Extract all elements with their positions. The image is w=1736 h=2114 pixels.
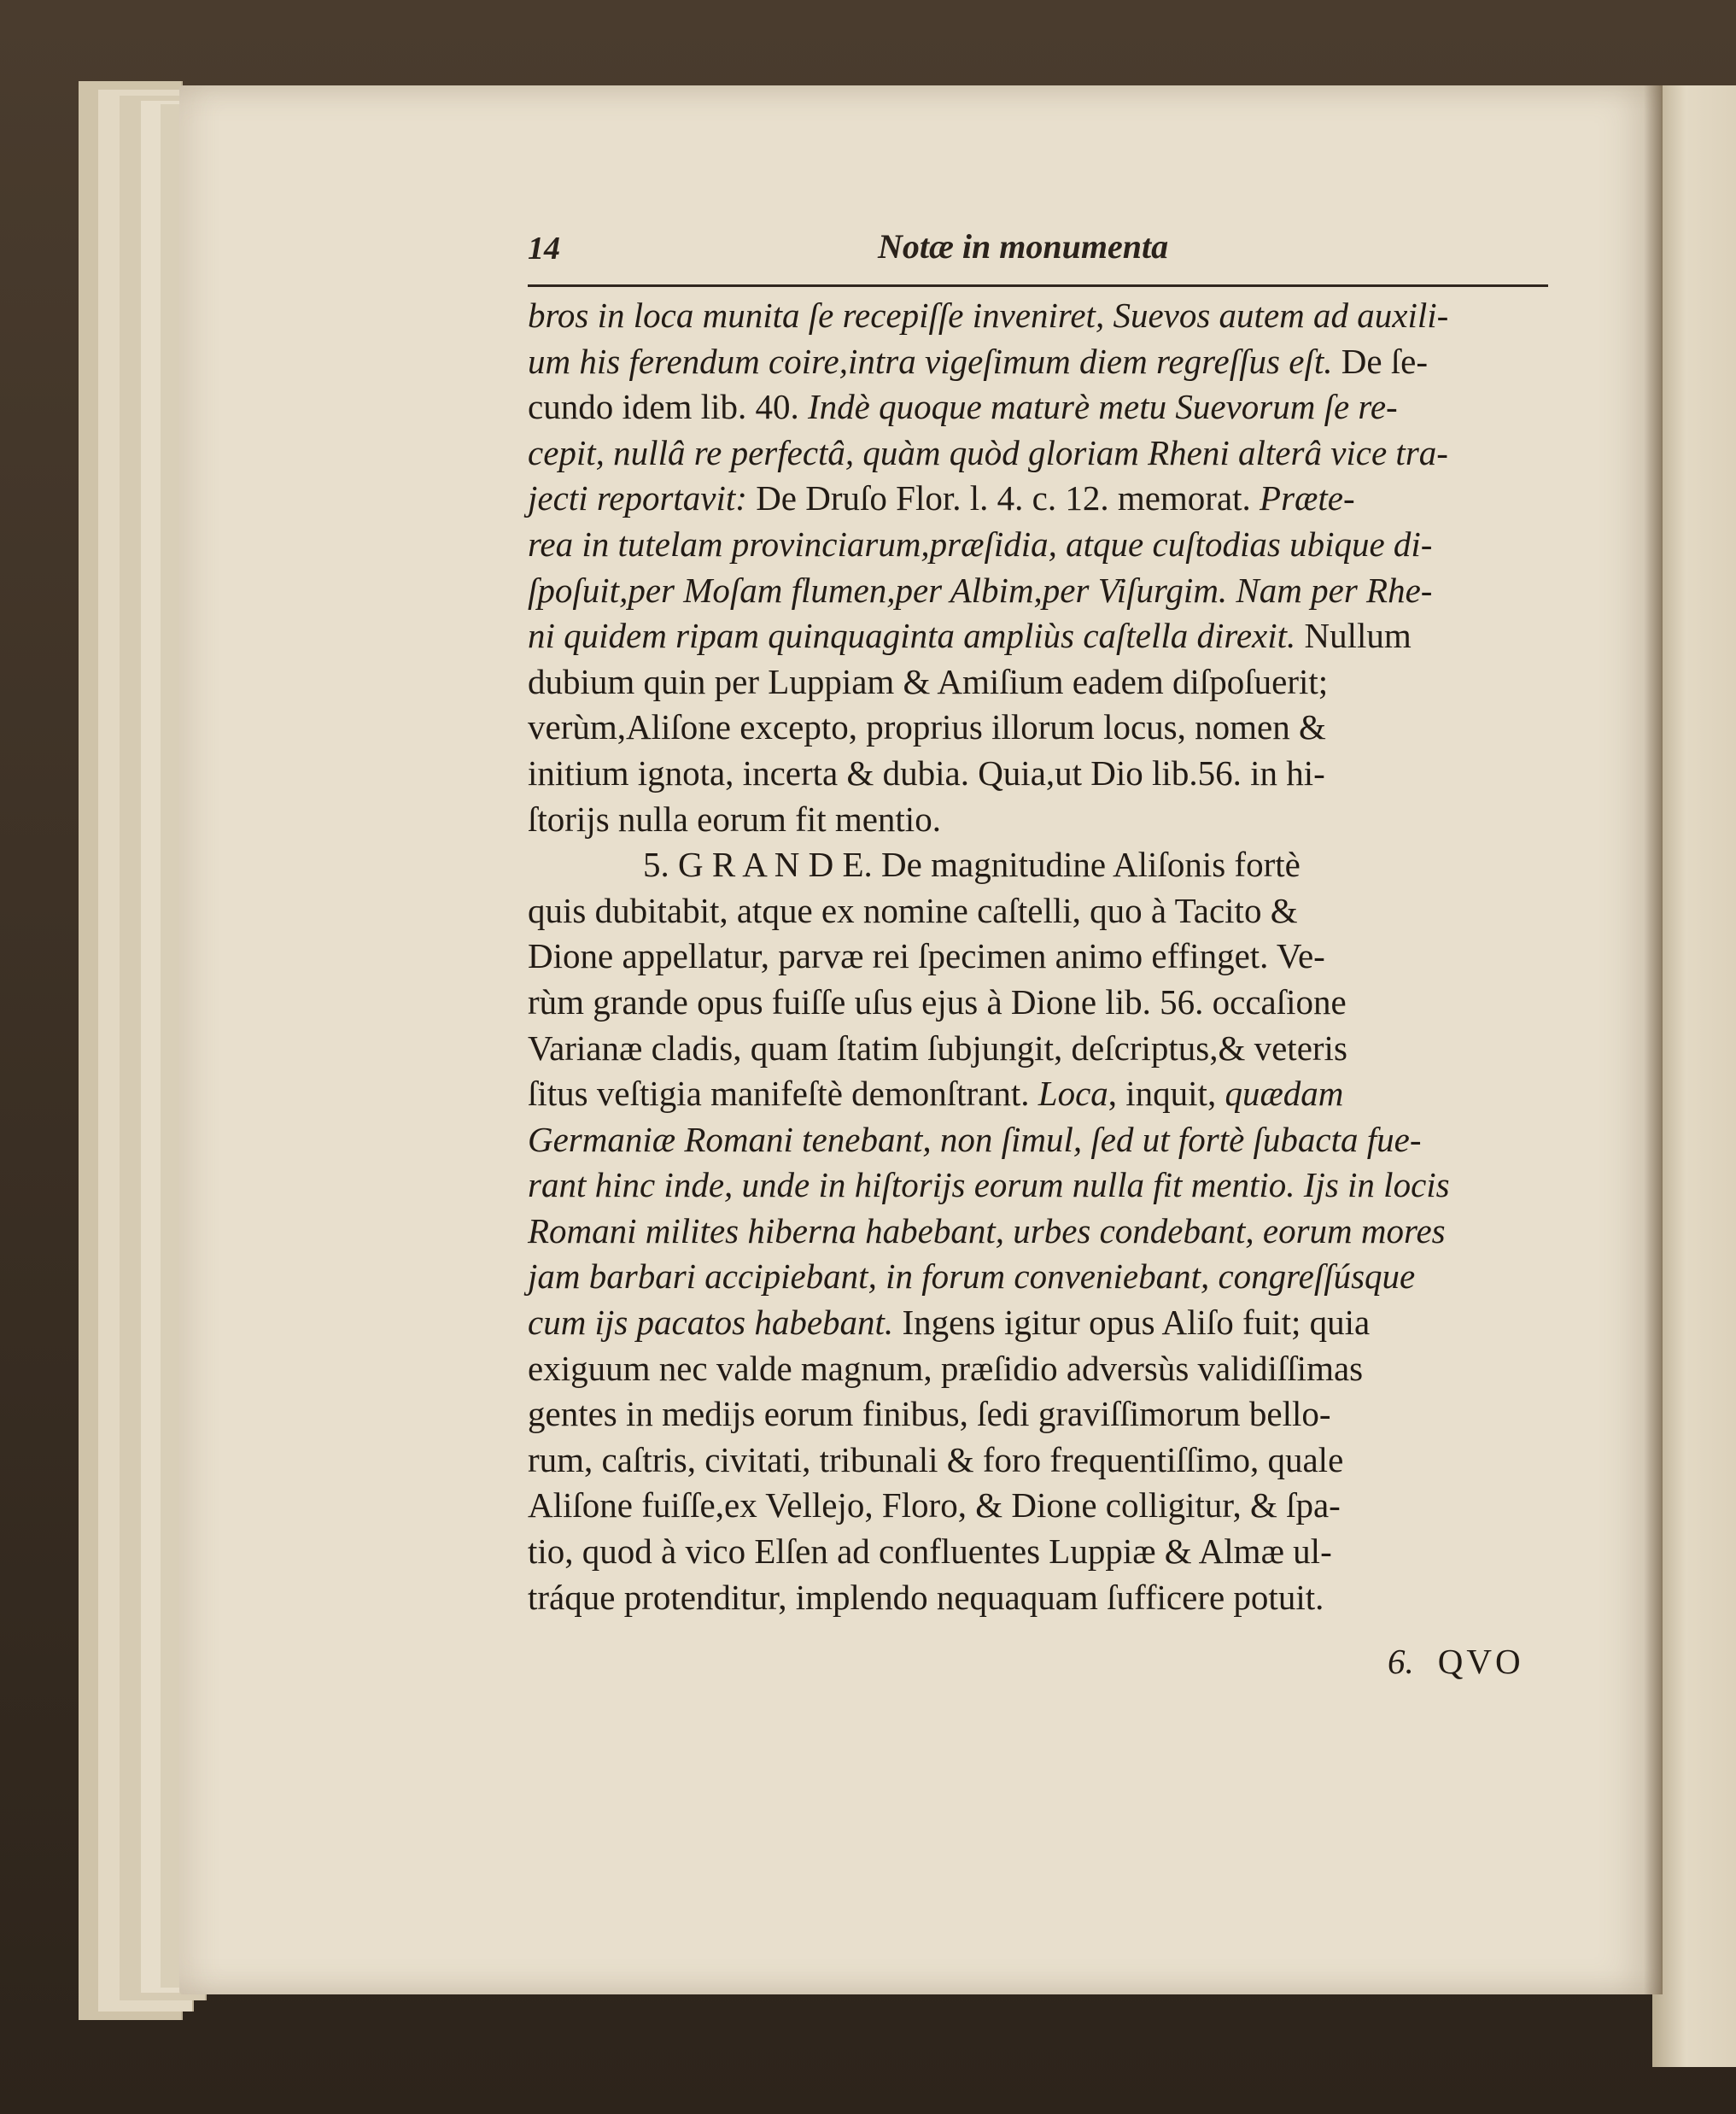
header-rule — [528, 284, 1548, 287]
text-line — [528, 1209, 1574, 1255]
page-number: 14 — [528, 231, 560, 266]
text-segment: exiguum nec valde magnum, præſidio adversùs validiſſimas — [528, 1348, 1364, 1388]
text-line — [528, 1391, 1574, 1438]
text-segment: tráque protenditur, implendo nequaquam ſufficere potuit. — [528, 1577, 1324, 1617]
text-line — [528, 1483, 1574, 1529]
text-segment: , inquit, — [1108, 1074, 1225, 1114]
text-line — [528, 476, 1574, 522]
text-line — [528, 1162, 1574, 1209]
text-segment: Romani milites hiberna habebant, urbes condebant, eorum mores — [528, 1210, 1446, 1250]
text-line — [528, 1346, 1574, 1392]
text-line — [528, 293, 1574, 339]
text-segment: bros in loca munita ſe recepiſſe inveniret, Suevos autem ad auxili- — [528, 296, 1449, 335]
text-line — [528, 934, 1574, 980]
catchword — [1388, 1641, 1524, 1682]
text-line — [528, 1529, 1574, 1575]
text-segment: Indè quoque maturè metu Suevorum ſe re- — [807, 387, 1398, 427]
text-line — [528, 339, 1574, 385]
text-segment: 5. G R A N D E. De magnitudine Aliſonis fortè — [643, 845, 1301, 885]
text-segment: jam barbari accipiebant, in forum conveniebant, congreſſúsque — [528, 1256, 1416, 1297]
text-line — [528, 1254, 1574, 1300]
text-line — [528, 613, 1574, 659]
text-segment: rùm grande opus fuiſſe uſus ejus à Dione lib. 56. occaſione — [528, 981, 1347, 1022]
text-segment: Aliſone fuiſſe,ex Vellejo, Floro, & Dione colligitur, & ſpa- — [528, 1485, 1341, 1525]
text-segment: um his ferendum coire,intra vigeſimum diem regreſſus eſt. — [528, 341, 1333, 381]
body-text — [528, 293, 1574, 1620]
text-segment: Ingens igitur opus Aliſo fuit; quia — [893, 1303, 1371, 1343]
text-segment: rant hinc inde, unde in hiſtorijs eorum nulla fit mentio. Ijs in locis — [528, 1165, 1450, 1205]
text-line — [528, 705, 1574, 751]
text-line — [528, 384, 1574, 430]
text-line — [528, 751, 1574, 797]
text-segment: Germaniæ Romani tenebant, non ſimul, ſed ut fortè ſubacta fue- — [528, 1119, 1422, 1159]
text-segment: jecti reportavit: — [528, 478, 747, 518]
text-line — [528, 430, 1574, 477]
text-segment: tio, quod à vico Elſen ad confluentes Luppiæ & Almæ ul- — [528, 1531, 1332, 1572]
text-line — [528, 1438, 1574, 1484]
text-line — [528, 522, 1574, 568]
text-segment: dubium quin per Luppiam & Amiſium eadem diſpoſuerit; — [528, 661, 1329, 701]
text-segment: ni quidem ripam quinquaginta ampliùs caſtella direxit. — [528, 616, 1296, 656]
text-segment: ſitus veſtigia manifeſtè demonſtrant. — [528, 1074, 1038, 1114]
text-segment: gentes in medijs eorum finibus, ſedi graviſſimorum bello- — [528, 1394, 1331, 1434]
text-segment: verùm,Aliſone excepto, proprius illorum locus, nomen & — [528, 707, 1326, 747]
running-title: Notæ in monumenta — [878, 227, 1169, 266]
text-line — [528, 797, 1574, 843]
text-segment: Dione appellatur, parvæ rei ſpecimen animo effinget. Ve- — [528, 936, 1325, 976]
text-segment: rum, caſtris, civitati, tribunali & foro frequentiſſimo, quale — [528, 1439, 1344, 1479]
text-line — [528, 888, 1574, 934]
text-segment: quis dubitabit, atque ex nomine caſtelli, quo à Tacito & — [528, 890, 1298, 930]
text-segment: cum ijs pacatos habebant. — [528, 1303, 894, 1343]
text-segment: cundo idem lib. 40. — [528, 387, 808, 427]
text-line — [528, 1117, 1574, 1163]
text-line — [528, 659, 1574, 706]
text-segment: ſpoſuit,per Moſam flumen,per Albim,per Viſurgim. Nam per Rhe- — [528, 570, 1433, 610]
text-line — [528, 980, 1574, 1026]
text-line — [528, 1575, 1574, 1621]
text-segment: initium ignota, incerta & dubia. Quia,ut Dio lib.56. in hi- — [528, 752, 1325, 793]
text-segment: Loca — [1038, 1074, 1108, 1114]
catchword-number: 6. — [1388, 1642, 1414, 1681]
text-line — [528, 1071, 1574, 1117]
text-line — [528, 842, 1574, 888]
text-segment: Præte- — [1260, 478, 1355, 518]
text-line — [528, 1300, 1574, 1346]
page-header — [528, 226, 1548, 278]
text-segment: De Druſo Flor. l. 4. c. 12. memorat. — [746, 478, 1260, 518]
page-gutter-shadow — [1644, 85, 1663, 1994]
text-segment: rea in tutelam provinciarum,præſidia, atque cuſtodias ubique di- — [528, 524, 1433, 564]
catchword-text: QVO — [1437, 1642, 1524, 1681]
text-line — [528, 1026, 1574, 1072]
text-segment: quædam — [1225, 1074, 1344, 1114]
text-line — [528, 568, 1574, 614]
text-segment: Nullum — [1295, 616, 1412, 656]
text-segment: De ſe- — [1332, 341, 1429, 381]
facing-page — [1652, 85, 1736, 2067]
text-segment: ſtorijs nulla eorum fit mentio. — [528, 799, 941, 839]
text-segment: Varianæ cladis, quam ſtatim ſubjungit, deſcriptus,& veteris — [528, 1028, 1347, 1068]
text-segment: cepit, nullâ re perfectâ, quàm quòd gloriam Rheni alterâ vice tra- — [528, 432, 1448, 472]
